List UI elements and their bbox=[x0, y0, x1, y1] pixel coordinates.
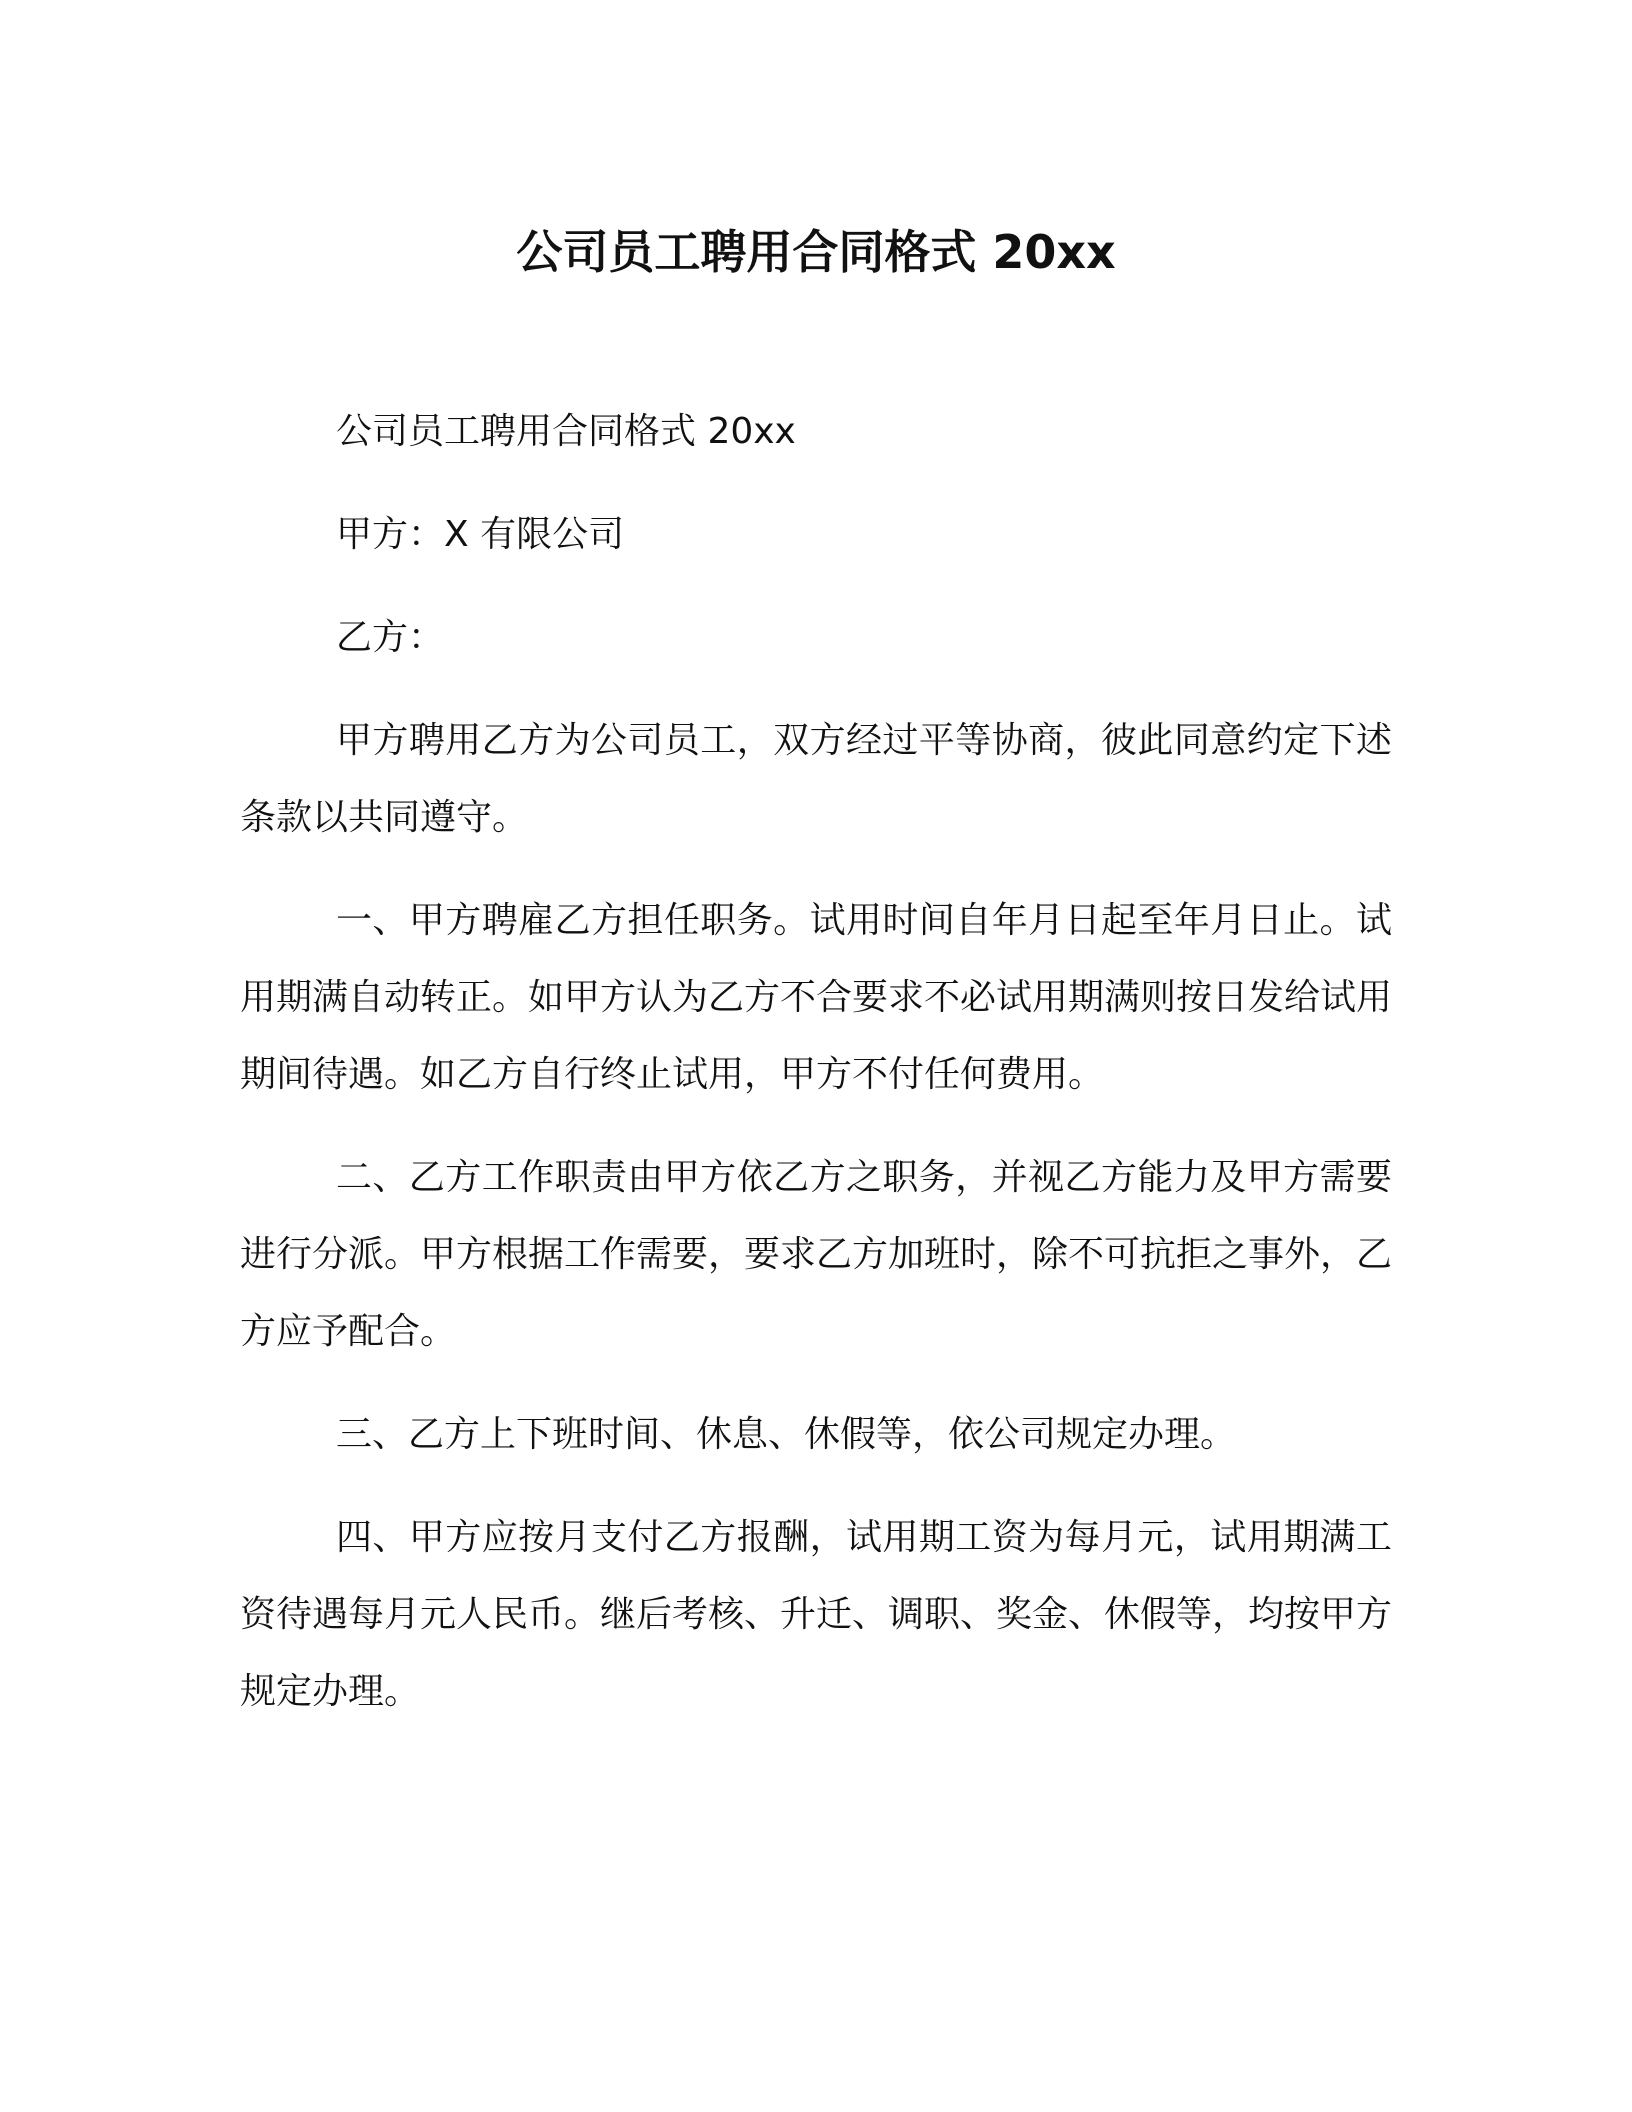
document-title: 公司员工聘用合同格式 20xx bbox=[516, 225, 1116, 279]
paragraph-party-a: 甲方：X 有限公司 bbox=[336, 514, 625, 555]
paragraph-clause-1: 一、甲方聘雇乙方担任职务。试用时间自年月日起至年月日止。试用期满自动转正。如甲方认为乙方不合要求不必试用期满则按日发给试用期间待遇。如乙方自行终止试用，甲方不付任何费用。 bbox=[240, 900, 1393, 1095]
paragraph-clause-2: 二、乙方工作职责由甲方依乙方之职务，并视乙方能力及甲方需要进行分派。甲方根据工作需要，要求乙方加班时，除不可抗拒之事外，乙方应予配合。 bbox=[240, 1157, 1393, 1352]
paragraph-party-b: 乙方： bbox=[336, 617, 445, 658]
paragraph-intro: 甲方聘用乙方为公司员工，双方经过平等协商，彼此同意约定下述条款以共同遵守。 bbox=[240, 720, 1392, 838]
paragraph-clause-4: 四、甲方应按月支付乙方报酬，试用期工资为每月元，试用期满工资待遇每月元人民币。继后考核、升迁、调职、奖金、休假等，均按甲方规定办理。 bbox=[240, 1517, 1393, 1712]
paragraph-clause-3: 三、乙方上下班时间、休息、休假等，依公司规定办理。 bbox=[336, 1414, 1237, 1455]
paragraph-subtitle: 公司员工聘用合同格式 20xx bbox=[336, 411, 796, 452]
document-body bbox=[240, 393, 1392, 1756]
